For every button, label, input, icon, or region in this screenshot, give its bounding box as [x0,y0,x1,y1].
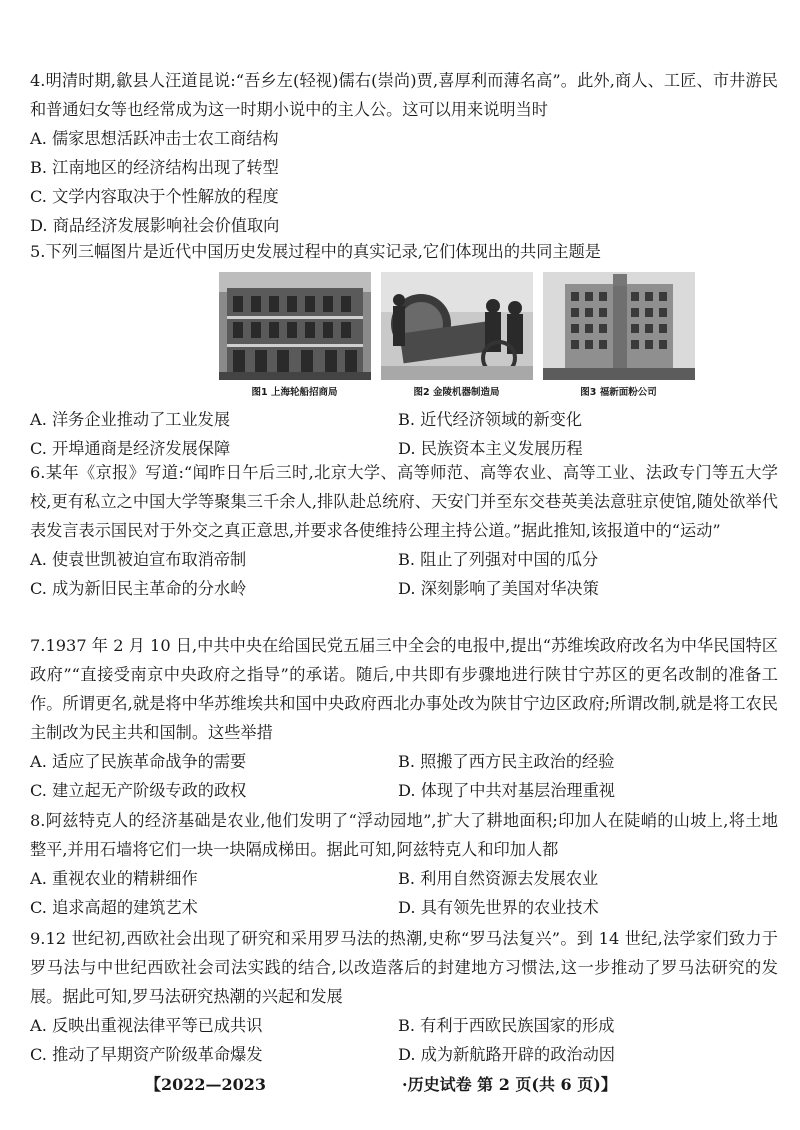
photo-shanghai-steamship-bureau [219,272,371,380]
option-a: A. 反映出重视法律平等已成共识 [30,1016,263,1035]
option-b: B. 有利于西欧民族国家的形成 [398,1016,615,1035]
figure-3 [543,272,695,399]
option-d: D. 成为新航路开辟的政治动因 [398,1045,615,1064]
option-c: C. 建立起无产阶级专政的政权 [30,781,247,800]
photo-jinling-arsenal [381,272,533,380]
figure-2 [381,272,533,399]
option-b: B. 利用自然资源去发展农业 [398,869,599,888]
option-b: B. 近代经济领域的新变化 [398,410,583,429]
options [30,545,778,603]
option-c: C. 推动了早期资产阶级革命爆发 [30,1045,263,1064]
option-b: B. 照搬了西方民主政治的经验 [398,752,615,771]
question-stem: 5.下列三幅图片是近代中国历史发展过程中的真实记录,它们体现出的共同主题是 [30,242,601,261]
option-c: C. 开埠通商是经济发展保障 [30,439,231,458]
option-d: D. 深刻影响了美国对华决策 [398,579,599,598]
option-a: A. 儒家思想活跃冲击士农工商结构 [30,129,279,148]
figure-caption: 图1 上海轮船招商局 [251,387,338,398]
options [30,747,778,805]
option-a: A. 洋务企业推动了工业发展 [30,410,231,429]
question-stem: 4.明清时期,歙县人汪道昆说:“吾乡左(轻视)儒右(崇尚)贾,喜厚利而薄名高”。此外,商人、工匠、市井游民和普通妇女等也经常成为这一时期小说中的主人公。这可以用来说明当时 [30,71,778,119]
option-a: A. 适应了民族革命战争的需要 [30,752,247,771]
question-stem: 7.1937 年 2 月 10 日,中共中央在给国民党五届三中全会的电报中,提出“苏维埃政府改名为中华民国特区政府”“直接受南京中央政府之指导”的承诺。随后,中共即有步骤地进行陕甘宁苏区的更名改制的准备工作。所谓更名,就是将中华苏维埃共和国中央政府西北办事处改为陕甘宁边区政府;所谓改制,就是将工农民主制改为民主共和国制。这些举措 [30,636,778,742]
question-7 [30,631,778,805]
question-stem: 6.某年《京报》写道:“闻昨日午后三时,北京大学、高等师范、高等农业、高等工业、法政专门等五大学校,更有私立之中国大学等聚集三千余人,排队赴总统府、天安门并至东交巷英美法意驻京使馆,随处欲举代表发言表示国民对于外交之真正意思,并要求各使维持公理主持公道。”据此推知,该报道中的“运动” [30,463,778,540]
option-d: D. 民族资本主义发展历程 [398,439,583,458]
option-d: D. 体现了中共对基层治理重视 [398,781,615,800]
question-stem: 9.12 世纪初,西欧社会出现了研究和采用罗马法的热潮,史称“罗马法复兴”。到 14 世纪,法学家们致力于罗马法与中世纪西欧社会司法实践的结合,以改造落后的封建地方习惯法,这一步推动了罗马法研究的发展。据此可知,罗马法研究热潮的兴起和发展 [30,929,778,1006]
question-stem: 8.阿兹特克人的经济基础是农业,他们发明了“浮动园地”,扩大了耕地面积;印加人在陡峭的山坡上,将土地整平,并用石墙将它们一块一块隔成梯田。据此可知,阿兹特克人和印加人都 [30,811,778,859]
figure-caption: 图3 福新面粉公司 [580,387,657,398]
figure-1 [219,272,371,399]
question-8 [30,806,778,922]
options [30,405,778,463]
figure-row [30,272,778,399]
question-5 [30,237,778,463]
option-b: B. 阻止了列强对中国的瓜分 [398,550,599,569]
question-4 [30,66,778,240]
option-c: C. 文学内容取决于个性解放的程度 [30,187,279,206]
question-9 [30,924,778,1069]
options [30,1011,778,1069]
photo-fuxin-flour-company [543,272,695,380]
option-c: C. 追求高超的建筑艺术 [30,898,198,917]
option-b: B. 江南地区的经济结构出现了转型 [30,158,279,177]
footer-page-info: ·历史试卷 第 2 页(共 6 页)】 [402,1075,617,1094]
footer-year: 【2022—2023 [145,1075,267,1094]
options [30,864,778,922]
option-a: A. 使袁世凯被迫宣布取消帝制 [30,550,247,569]
options [30,124,778,240]
option-d: D. 具有领先世界的农业技术 [398,898,599,917]
page-footer [0,1072,800,1096]
question-6 [30,458,778,603]
option-d: D. 商品经济发展影响社会价值取向 [30,216,280,235]
figure-caption: 图2 金陵机器制造局 [413,387,500,398]
option-a: A. 重视农业的精耕细作 [30,869,198,888]
option-c: C. 成为新旧民主革命的分水岭 [30,579,247,598]
